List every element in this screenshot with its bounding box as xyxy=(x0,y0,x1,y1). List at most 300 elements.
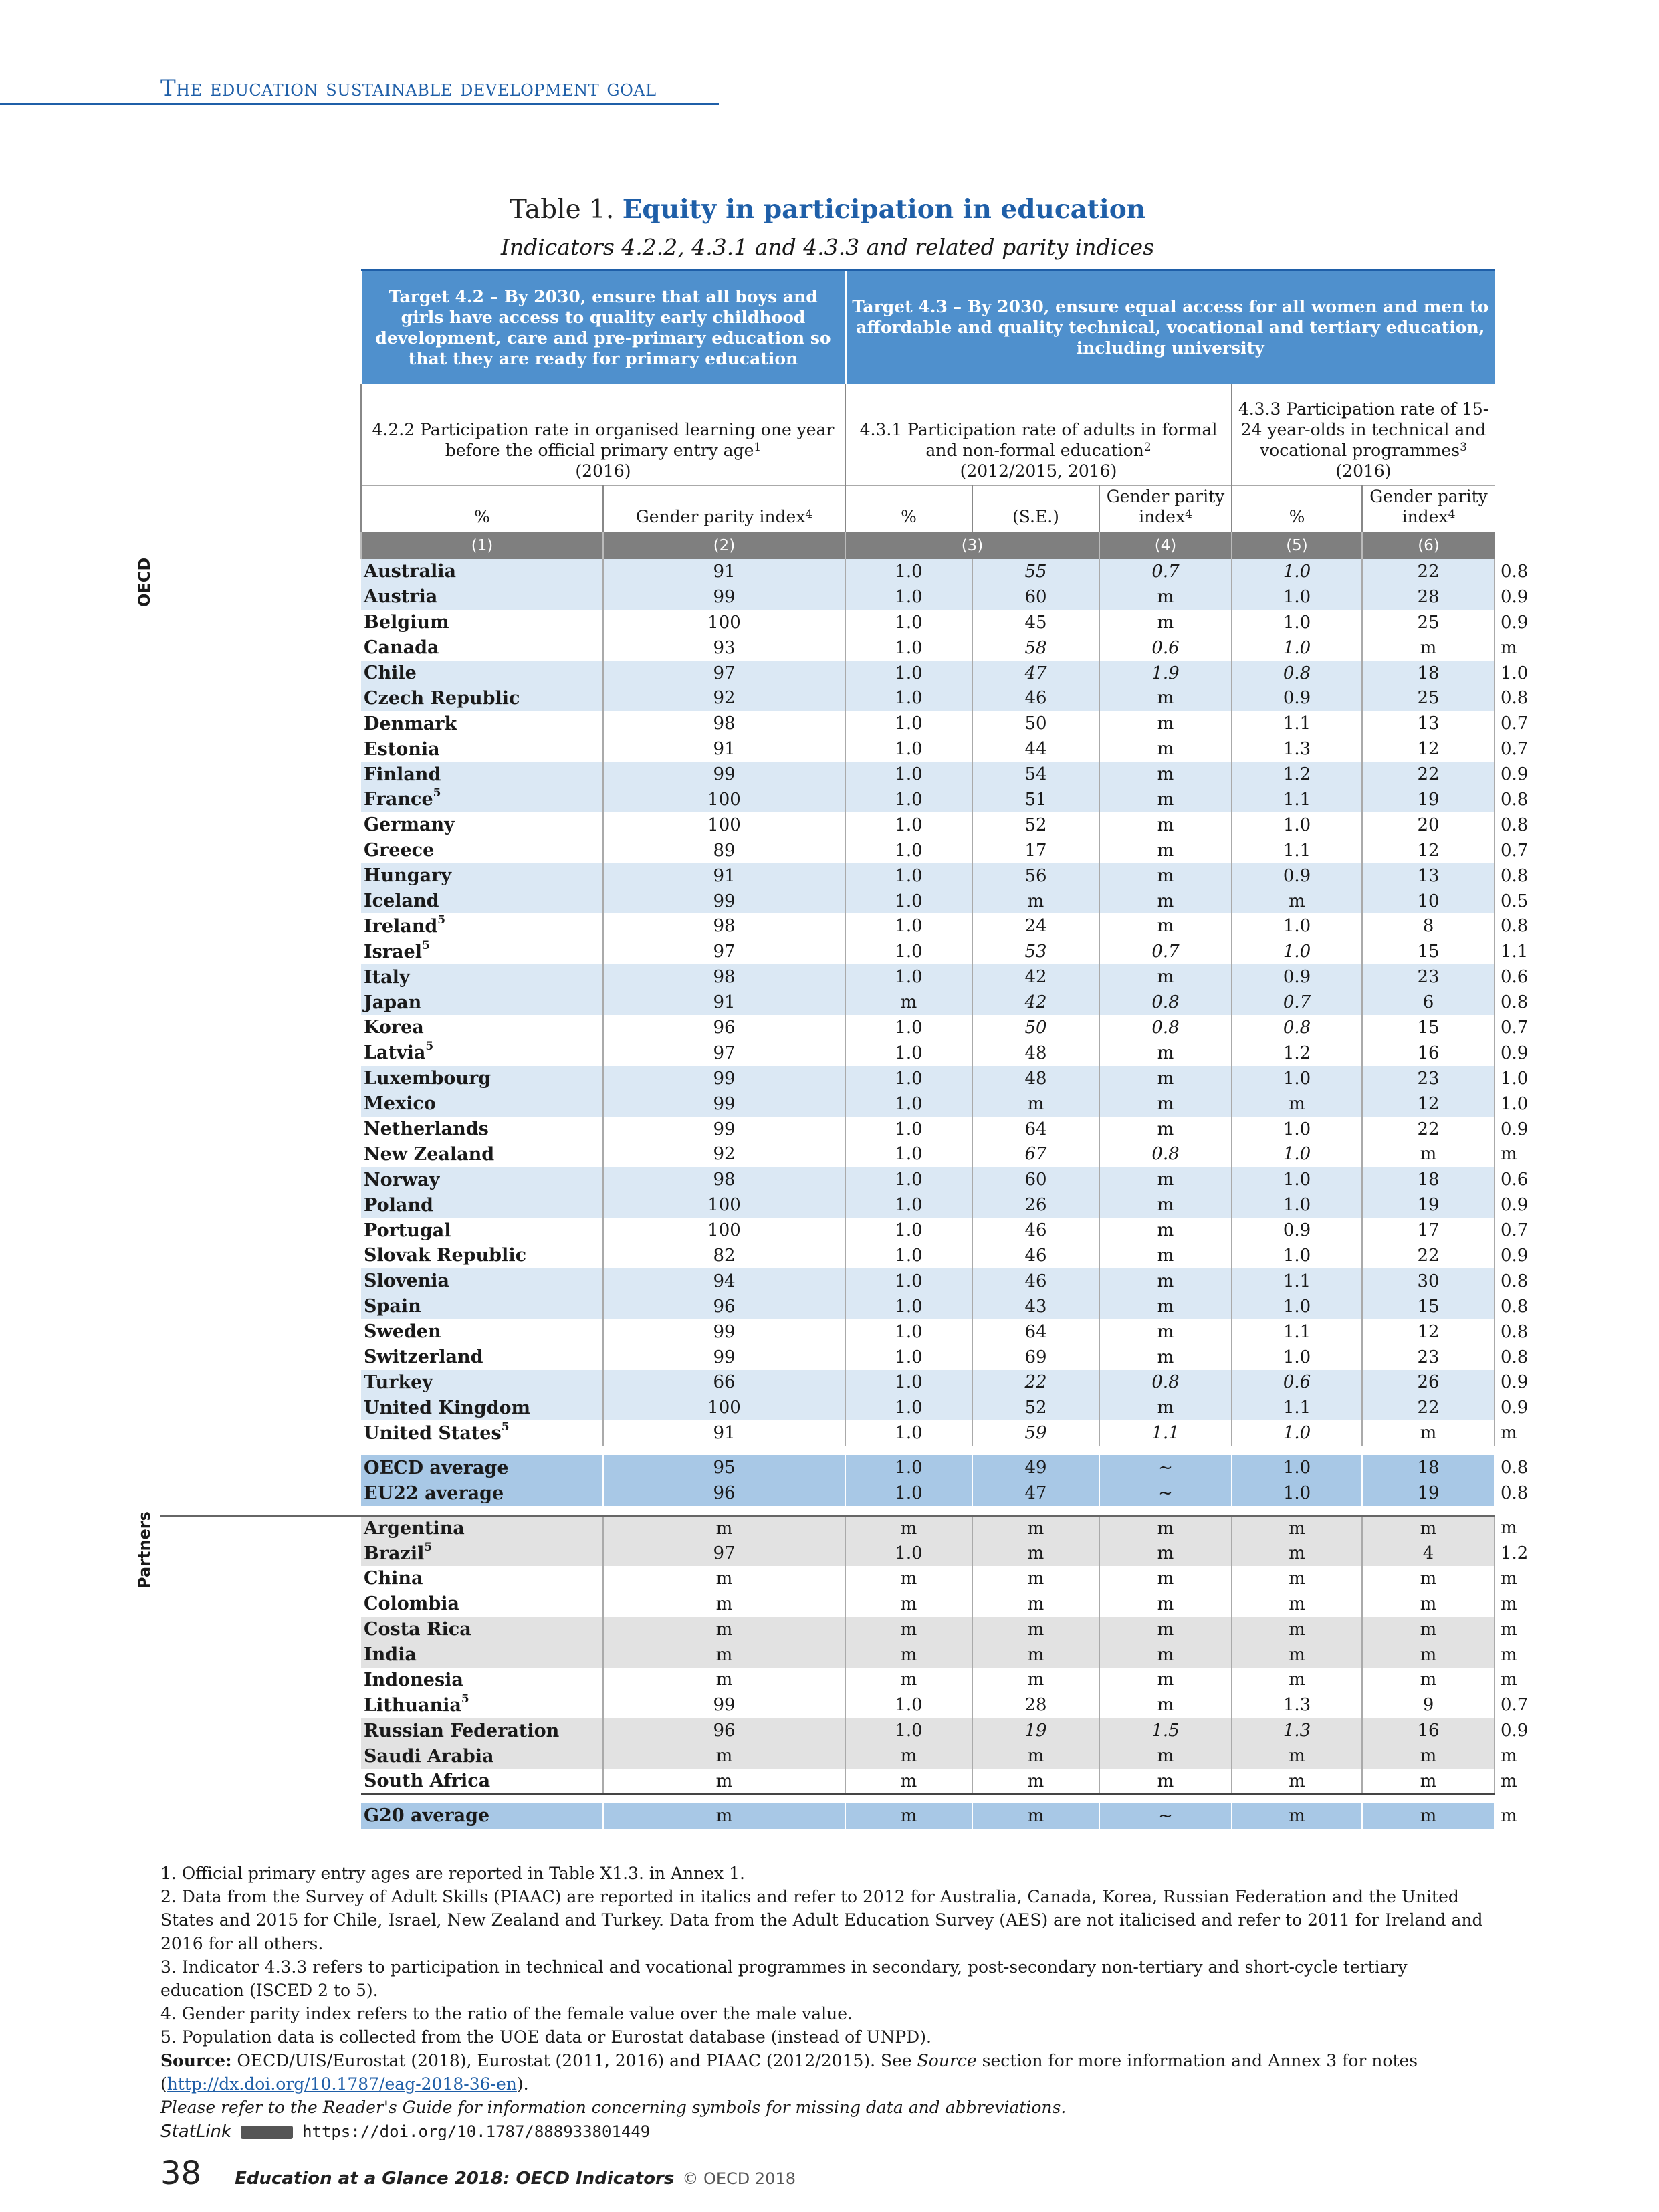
cell-c3: 46 xyxy=(972,1243,1099,1268)
cell-c5: 22 xyxy=(1362,559,1495,584)
average-row: EU22 average 96 1.0 47 ~ 1.0 19 0.8 xyxy=(160,1480,1495,1506)
indicator-422-header: 4.2.2 Participation rate in organised learning one year before the official primary entry age$^1$ (2016) xyxy=(361,384,845,485)
cell-c2: 1.0 xyxy=(845,736,972,762)
cell-c4: 0.6 xyxy=(1232,1370,1362,1396)
cell-c5: m xyxy=(1362,1769,1495,1794)
note-5: 5. Population data is collected from the UOE data or Eurostat database (instead of UNPD). xyxy=(160,2027,931,2047)
cell-c1: 92 xyxy=(603,685,845,711)
cell-c1: 99 xyxy=(603,1117,845,1142)
cell-c5: 23 xyxy=(1362,1066,1495,1091)
country-name: Slovak Republic xyxy=(364,1245,527,1266)
table-row: Hungary 91 1.0 56 m 0.9 13 0.8 xyxy=(160,863,1495,889)
statlink-label: StatLink xyxy=(160,2122,232,2142)
table-subtitle: Indicators 4.2.2, 4.3.1 and 4.3.3 and related parity indices xyxy=(500,234,1155,260)
cell-se: ~ xyxy=(1099,1480,1232,1506)
cell-c1: m xyxy=(603,1566,845,1591)
cell-se: 1.1 xyxy=(1099,1420,1232,1446)
country-name: Poland xyxy=(361,1192,603,1218)
cell-c2: m xyxy=(845,1769,972,1794)
row-gap xyxy=(160,1506,1495,1515)
cell-c4: 1.3 xyxy=(1232,1718,1362,1743)
country-name: South Africa xyxy=(361,1769,603,1794)
cell-c1: 91 xyxy=(603,559,845,584)
cell-c4: 1.0 xyxy=(1232,584,1362,610)
cell-c5: 22 xyxy=(1362,1395,1495,1420)
cell-c5: m xyxy=(1362,1141,1495,1167)
cell-c2: 1.0 xyxy=(845,1455,972,1480)
cell-se: 0.8 xyxy=(1099,1015,1232,1040)
cell-c1: 94 xyxy=(603,1268,845,1294)
cell-se: 0.6 xyxy=(1099,635,1232,661)
cell-c4: 1.1 xyxy=(1232,711,1362,736)
cell-c4: m xyxy=(1232,1617,1362,1642)
cell-c1: 96 xyxy=(603,1718,845,1743)
cell-c1: 100 xyxy=(603,812,845,838)
cell-c4: m xyxy=(1232,1515,1362,1541)
cell-c2: 1.0 xyxy=(845,863,972,889)
cell-c5: 22 xyxy=(1362,762,1495,787)
cell-c1: 99 xyxy=(603,1345,845,1370)
country-name: New Zealand xyxy=(364,1143,495,1165)
cell-c5: 22 xyxy=(1362,1117,1495,1142)
cell-se: m xyxy=(1099,1319,1232,1345)
country-name: Lithuania$^5$ xyxy=(364,1692,469,1716)
cell-c2: 1.0 xyxy=(845,1218,972,1243)
cell-c2: 1.0 xyxy=(845,1420,972,1446)
country-name: Norway xyxy=(361,1167,603,1192)
table-row: Canada 93 1.0 58 0.6 1.0 m m xyxy=(160,635,1495,661)
cell-se: m xyxy=(1099,1692,1232,1718)
cell-c5: m xyxy=(1362,1668,1495,1693)
cell-c4: 1.0 xyxy=(1232,1480,1362,1506)
country-name: Korea xyxy=(364,1017,424,1038)
cell-c2: m xyxy=(845,1515,972,1541)
table-row: Belgium 100 1.0 45 m 1.0 25 0.9 xyxy=(160,610,1495,635)
statlink-url[interactable]: https://doi.org/10.1787/888933801449 xyxy=(302,2122,651,2141)
cell-c2: 1.0 xyxy=(845,610,972,635)
statlink xyxy=(160,2120,1495,2144)
cell-se: m xyxy=(1099,1668,1232,1693)
cell-c3: m xyxy=(972,1617,1099,1642)
cell-c2: m xyxy=(845,1591,972,1617)
table-row: France$^5$ 100 1.0 51 m 1.1 19 0.8 xyxy=(160,787,1495,812)
cell-c5: 30 xyxy=(1362,1268,1495,1294)
cell-c5: 15 xyxy=(1362,939,1495,964)
colnum-4: (4) xyxy=(1099,532,1232,559)
table-number: Table 1. xyxy=(509,195,615,225)
cell-c5: 23 xyxy=(1362,1345,1495,1370)
country-name: Iceland xyxy=(361,889,603,914)
table-row: Lithuania$^5$ 99 1.0 28 m 1.3 9 0.7 xyxy=(160,1692,1495,1718)
cell-c3: 19 xyxy=(972,1718,1099,1743)
cell-c1: 98 xyxy=(603,1167,845,1192)
table-row: India m m m m m m m xyxy=(160,1642,1495,1668)
cell-se: m xyxy=(1099,1345,1232,1370)
cell-se: m xyxy=(1099,1117,1232,1142)
cell-c4: 1.0 xyxy=(1232,1420,1362,1446)
col-header-gpi-6: Gender parity index$^4$ xyxy=(1362,485,1495,532)
table-row: Indonesia m m m m m m m xyxy=(160,1668,1495,1693)
table-row: Argentina m m m m m m m xyxy=(160,1515,1495,1541)
cell-c4: 1.2 xyxy=(1232,762,1362,787)
cell-se: m xyxy=(1099,610,1232,635)
cell-se: ~ xyxy=(1099,1455,1232,1480)
country-name: G20 average xyxy=(361,1803,603,1829)
country-name: Greece xyxy=(364,840,435,861)
cell-c2: 1.0 xyxy=(845,889,972,914)
col-header-pct-3: % xyxy=(845,485,972,532)
cell-c4: 0.9 xyxy=(1232,863,1362,889)
col-header-se-3: (S.E.) xyxy=(972,485,1099,532)
cell-c4: 1.0 xyxy=(1232,812,1362,838)
cell-c1: m xyxy=(603,1803,845,1829)
cell-c2: 1.0 xyxy=(845,1541,972,1566)
cell-se: m xyxy=(1099,889,1232,914)
cell-c2: 1.0 xyxy=(845,787,972,812)
cell-c4: 1.0 xyxy=(1232,913,1362,939)
cell-c2: 1.0 xyxy=(845,1117,972,1142)
cell-c3: 28 xyxy=(972,1692,1099,1718)
cell-c3: 58 xyxy=(972,635,1099,661)
target-42-header: Target 4.2 – By 2030, ensure that all boys and girls have access to quality early childhood development, care and pre-primary education so that they are ready for primary education xyxy=(361,271,845,384)
table-row: Luxembourg 99 1.0 48 m 1.0 23 1.0 xyxy=(160,1066,1495,1091)
cell-c2: 1.0 xyxy=(845,1167,972,1192)
cell-c3: 55 xyxy=(972,559,1099,584)
cell-c1: 96 xyxy=(603,1294,845,1319)
country-name: Australia xyxy=(361,559,603,584)
cell-c5: 25 xyxy=(1362,685,1495,711)
cell-c3: m xyxy=(972,1668,1099,1693)
cell-c2: m xyxy=(845,1642,972,1668)
cell-c1: 96 xyxy=(603,1480,845,1506)
side-label-partners: Partners xyxy=(135,1511,154,1589)
table-row: Russian Federation 96 1.0 19 1.5 1.3 16 0.9 xyxy=(160,1718,1495,1743)
table-row: New Zealand 92 1.0 67 0.8 1.0 m m xyxy=(160,1141,1495,1167)
cell-c4: m xyxy=(1232,1591,1362,1617)
table-row: Latvia$^5$ 97 1.0 48 m 1.2 16 0.9 xyxy=(160,1040,1495,1066)
table-row: Israel$^5$ 97 1.0 53 0.7 1.0 15 1.1 xyxy=(160,939,1495,964)
cell-c2: 1.0 xyxy=(845,838,972,863)
cell-se: m xyxy=(1099,964,1232,990)
country-name: Brazil$^5$ xyxy=(361,1541,603,1566)
cell-c4: 1.1 xyxy=(1232,1395,1362,1420)
cell-se: m xyxy=(1099,1395,1232,1420)
cell-c5: 6 xyxy=(1362,990,1495,1015)
note-4: 4. Gender parity index refers to the ratio of the female value over the male value. xyxy=(160,2004,853,2023)
cell-c5: 22 xyxy=(1362,1243,1495,1268)
cell-c4: 0.8 xyxy=(1232,1015,1362,1040)
cell-c3: 59 xyxy=(972,1420,1099,1446)
cell-c5: 18 xyxy=(1362,1167,1495,1192)
cell-c1: 93 xyxy=(603,635,845,661)
table-row: Saudi Arabia m m m m m m m xyxy=(160,1743,1495,1769)
cell-c4: 0.9 xyxy=(1232,1218,1362,1243)
cell-c1: 99 xyxy=(603,1692,845,1718)
cell-c3: 42 xyxy=(972,990,1099,1015)
cell-c3: m xyxy=(972,1642,1099,1668)
indicator-431-header: 4.3.1 Participation rate of adults in formal and non-formal education$^2$ (2012/2015, 2016) xyxy=(845,384,1232,485)
cell-c4: 1.1 xyxy=(1232,1319,1362,1345)
cell-c5: 12 xyxy=(1362,838,1495,863)
table-row: Greece 89 1.0 17 m 1.1 12 0.7 xyxy=(160,838,1495,863)
country-name: Denmark xyxy=(364,713,457,734)
table-row: Austria 99 1.0 60 m 1.0 28 0.9 xyxy=(160,584,1495,610)
cell-c2: m xyxy=(845,1668,972,1693)
table-row: Germany 100 1.0 52 m 1.0 20 0.8 xyxy=(160,812,1495,838)
row-gap xyxy=(160,1794,1495,1803)
cell-c3: m xyxy=(972,1091,1099,1117)
cell-c1: 66 xyxy=(603,1370,845,1396)
cell-c4: m xyxy=(1232,889,1362,914)
table-row: Slovenia 94 1.0 46 m 1.1 30 0.8 xyxy=(160,1268,1495,1294)
cell-c3: 22 xyxy=(972,1370,1099,1396)
country-name: Turkey xyxy=(361,1370,603,1396)
cell-c1: m xyxy=(603,1591,845,1617)
cell-c1: 100 xyxy=(603,1192,845,1218)
cell-c5: 19 xyxy=(1362,1480,1495,1506)
cell-c1: m xyxy=(603,1515,845,1541)
colnum-1: (1) xyxy=(361,532,603,559)
cell-c2: 1.0 xyxy=(845,1066,972,1091)
cell-c4: 1.2 xyxy=(1232,1040,1362,1066)
side-label-oecd: OECD xyxy=(135,557,154,607)
cell-c1: 95 xyxy=(603,1455,845,1480)
country-name: China xyxy=(364,1568,423,1589)
table-row: Switzerland 99 1.0 69 m 1.0 23 0.8 xyxy=(160,1345,1495,1370)
cell-c4: m xyxy=(1232,1769,1362,1794)
statlink-logo-icon xyxy=(241,2126,293,2139)
table-row: Chile 97 1.0 47 1.9 0.8 18 1.0 xyxy=(160,661,1495,686)
note-3: 3. Indicator 4.3.3 refers to participation in technical and vocational programmes in secondary, post-secondary non-tertiary and short-cycle tertiary education (ISCED 2 to 5). xyxy=(160,1957,1408,2000)
cell-se: 0.8 xyxy=(1099,1370,1232,1396)
table-row: Portugal 100 1.0 46 m 0.9 17 0.7 xyxy=(160,1218,1495,1243)
cell-c5: m xyxy=(1362,1803,1495,1829)
cell-c5: 13 xyxy=(1362,711,1495,736)
country-name: Austria xyxy=(361,584,603,610)
cell-c5: 12 xyxy=(1362,736,1495,762)
cell-c3: 60 xyxy=(972,1167,1099,1192)
cell-c1: m xyxy=(603,1743,845,1769)
cell-se: m xyxy=(1099,1617,1232,1642)
col-header-gpi-4: Gender parity index$^4$ xyxy=(1099,485,1232,532)
cell-c3: m xyxy=(972,1541,1099,1566)
cell-c2: m xyxy=(845,990,972,1015)
target-43-header: Target 4.3 – By 2030, ensure equal access for all women and men to affordable and quality technical, vocational and tertiary education, including university xyxy=(845,271,1495,384)
cell-se: m xyxy=(1099,1218,1232,1243)
cell-se: m xyxy=(1099,1541,1232,1566)
running-head-rule xyxy=(0,103,719,105)
country-name: Mexico xyxy=(361,1091,603,1117)
cell-c2: 1.0 xyxy=(845,584,972,610)
cell-c4: 1.0 xyxy=(1232,559,1362,584)
cell-c1: 89 xyxy=(603,838,845,863)
source-note: Source: OECD/UIS/Eurostat (2018), Eurostat (2011, 2016) and PIAAC (2012/2015). See Source section for more information and Annex 3 for notes (http://dx.doi.org/10.1787/eag-2018-36-en). xyxy=(160,2051,1418,2094)
cell-se: 0.8 xyxy=(1099,1141,1232,1167)
cell-c2: 1.0 xyxy=(845,762,972,787)
country-name: Italy xyxy=(361,964,603,990)
cell-c3: 51 xyxy=(972,787,1099,812)
table-row: China m m m m m m m xyxy=(160,1566,1495,1591)
table-row: Poland 100 1.0 26 m 1.0 19 0.9 xyxy=(160,1192,1495,1218)
cell-se: m xyxy=(1099,736,1232,762)
country-name: Spain xyxy=(361,1294,603,1319)
cell-c2: 1.0 xyxy=(845,1480,972,1506)
cell-c5: m xyxy=(1362,1743,1495,1769)
table-body xyxy=(160,559,1529,1829)
cell-c5: 15 xyxy=(1362,1015,1495,1040)
cell-c2: m xyxy=(845,1803,972,1829)
cell-c3: 46 xyxy=(972,1268,1099,1294)
cell-c2: 1.0 xyxy=(845,711,972,736)
country-name: OECD average xyxy=(361,1455,603,1480)
country-name: Costa Rica xyxy=(361,1617,603,1642)
table-row: Brazil$^5$ 97 1.0 m m m 4 1.2 xyxy=(160,1541,1495,1566)
cell-c3: 56 xyxy=(972,863,1099,889)
cell-c5: m xyxy=(1362,1591,1495,1617)
cell-c5: m xyxy=(1362,635,1495,661)
cell-c4: m xyxy=(1232,1091,1362,1117)
country-name: United States$^5$ xyxy=(364,1420,510,1444)
country-name: Hungary xyxy=(361,863,603,889)
note-2: 2. Data from the Survey of Adult Skills (PIAAC) are reported in italics and refer to 2012 for Australia, Canada, Korea, Russian Federation and the United States and 2015 for Chile, Israel, New Zealand and Turkey. Data from the Adult Education Survey (AES) are not italicised and refer to 2011 for Ireland and 2016 for all others. xyxy=(160,1887,1483,1953)
cell-c2: 1.0 xyxy=(845,685,972,711)
cell-se: 1.9 xyxy=(1099,661,1232,686)
cell-se: m xyxy=(1099,838,1232,863)
page-number: 38 xyxy=(160,2154,202,2192)
country-name: Colombia xyxy=(364,1593,459,1615)
cell-c5: 10 xyxy=(1362,889,1495,914)
cell-c1: 91 xyxy=(603,863,845,889)
cell-c4: 1.0 xyxy=(1232,1066,1362,1091)
cell-c3: m xyxy=(972,1743,1099,1769)
cell-c3: 60 xyxy=(972,584,1099,610)
cell-c4: 1.0 xyxy=(1232,1345,1362,1370)
cell-c3: m xyxy=(972,1566,1099,1591)
cell-se: m xyxy=(1099,1192,1232,1218)
cell-c2: 1.0 xyxy=(845,939,972,964)
country-name: United Kingdom xyxy=(361,1395,603,1420)
cell-c2: 1.0 xyxy=(845,1345,972,1370)
cell-c4: 0.9 xyxy=(1232,685,1362,711)
note-1: 1. Official primary entry ages are reported in Table X1.3. in Annex 1. xyxy=(160,1864,745,1883)
country-name: India xyxy=(361,1642,603,1668)
table-notes xyxy=(160,1862,1495,2144)
cell-se: m xyxy=(1099,1091,1232,1117)
cell-c3: 47 xyxy=(972,661,1099,686)
cell-c5: 18 xyxy=(1362,1455,1495,1480)
cell-c4: 1.0 xyxy=(1232,1117,1362,1142)
cell-c4: m xyxy=(1232,1566,1362,1591)
cell-c2: 1.0 xyxy=(845,635,972,661)
cell-c1: 96 xyxy=(603,1015,845,1040)
cell-c5: 23 xyxy=(1362,964,1495,990)
table-row: Costa Rica m m m m m m m xyxy=(160,1617,1495,1642)
cell-c2: 1.0 xyxy=(845,661,972,686)
cell-se: ~ xyxy=(1099,1803,1232,1829)
table-row: Japan 91 m 42 0.8 0.7 6 0.8 xyxy=(160,990,1495,1015)
cell-c3: 17 xyxy=(972,838,1099,863)
row-gap xyxy=(160,1446,1495,1455)
cell-c1: m xyxy=(603,1642,845,1668)
table-row: Italy 98 1.0 42 m 0.9 23 0.6 xyxy=(160,964,1495,990)
country-name: Portugal xyxy=(364,1220,451,1241)
cell-se: m xyxy=(1099,1642,1232,1668)
table-row: Mexico 99 1.0 m m m 12 1.0 xyxy=(160,1091,1495,1117)
cell-c2: 1.0 xyxy=(845,1091,972,1117)
cell-c2: 1.0 xyxy=(845,1294,972,1319)
cell-c3: 69 xyxy=(972,1345,1099,1370)
cell-c5: 19 xyxy=(1362,787,1495,812)
cell-se: 0.7 xyxy=(1099,939,1232,964)
cell-se: m xyxy=(1099,1040,1232,1066)
table-row: South Africa m m m m m m m xyxy=(160,1769,1495,1794)
cell-c1: 82 xyxy=(603,1243,845,1268)
col-header-pct-1: % xyxy=(361,485,603,532)
cell-c5: 17 xyxy=(1362,1218,1495,1243)
cell-c2: 1.0 xyxy=(845,913,972,939)
cell-c1: 97 xyxy=(603,661,845,686)
cell-c5: 12 xyxy=(1362,1091,1495,1117)
cell-c3: 48 xyxy=(972,1040,1099,1066)
cell-c1: 91 xyxy=(603,736,845,762)
cell-c1: 91 xyxy=(603,1420,845,1446)
cell-c3: 43 xyxy=(972,1294,1099,1319)
cell-c1: 97 xyxy=(603,1541,845,1566)
cell-c3: m xyxy=(972,1803,1099,1829)
cell-c2: 1.0 xyxy=(845,1015,972,1040)
cell-se: m xyxy=(1099,1515,1232,1541)
table-row: Korea 96 1.0 50 0.8 0.8 15 0.7 xyxy=(160,1015,1495,1040)
cell-c5: 16 xyxy=(1362,1718,1495,1743)
cell-c3: 47 xyxy=(972,1480,1099,1506)
cell-c3: 52 xyxy=(972,1395,1099,1420)
cell-se: m xyxy=(1099,1743,1232,1769)
cell-c1: 98 xyxy=(603,711,845,736)
page-footer xyxy=(160,2154,796,2192)
cell-se: 1.5 xyxy=(1099,1718,1232,1743)
colnum-5: (5) xyxy=(1232,532,1362,559)
footer-publication: Education at a Glance 2018: OECD Indicators © OECD 2018 xyxy=(235,2169,796,2189)
cell-c5: m xyxy=(1362,1642,1495,1668)
table-row: Colombia m m m m m m m xyxy=(160,1591,1495,1617)
cell-c5: 26 xyxy=(1362,1370,1495,1396)
country-name: Czech Republic xyxy=(361,685,603,711)
cell-c4: m xyxy=(1232,1668,1362,1693)
country-name: Russian Federation xyxy=(361,1718,603,1743)
country-name: Indonesia xyxy=(364,1669,463,1690)
cell-c4: 1.1 xyxy=(1232,787,1362,812)
cell-se: m xyxy=(1099,1769,1232,1794)
cell-c2: m xyxy=(845,1617,972,1642)
cell-se: m xyxy=(1099,762,1232,787)
cell-c4: 1.0 xyxy=(1232,1455,1362,1480)
table-row: Slovak Republic 82 1.0 46 m 1.0 22 0.9 xyxy=(160,1243,1495,1268)
cell-c4: 1.0 xyxy=(1232,1167,1362,1192)
table-row: Finland 99 1.0 54 m 1.2 22 0.9 xyxy=(160,762,1495,787)
source-link[interactable]: http://dx.doi.org/10.1787/eag-2018-36-en xyxy=(167,2074,517,2094)
cell-c3: 46 xyxy=(972,1218,1099,1243)
cell-c2: m xyxy=(845,1743,972,1769)
colnum-6: (6) xyxy=(1362,532,1495,559)
country-name: Chile xyxy=(361,661,603,686)
country-name: Switzerland xyxy=(364,1347,483,1368)
cell-c1: m xyxy=(603,1769,845,1794)
cell-c5: 13 xyxy=(1362,863,1495,889)
cell-c1: 100 xyxy=(603,610,845,635)
table-row: United Kingdom 100 1.0 52 m 1.1 22 0.9 xyxy=(160,1395,1495,1420)
cell-c3: 48 xyxy=(972,1066,1099,1091)
cell-c3: 42 xyxy=(972,964,1099,990)
